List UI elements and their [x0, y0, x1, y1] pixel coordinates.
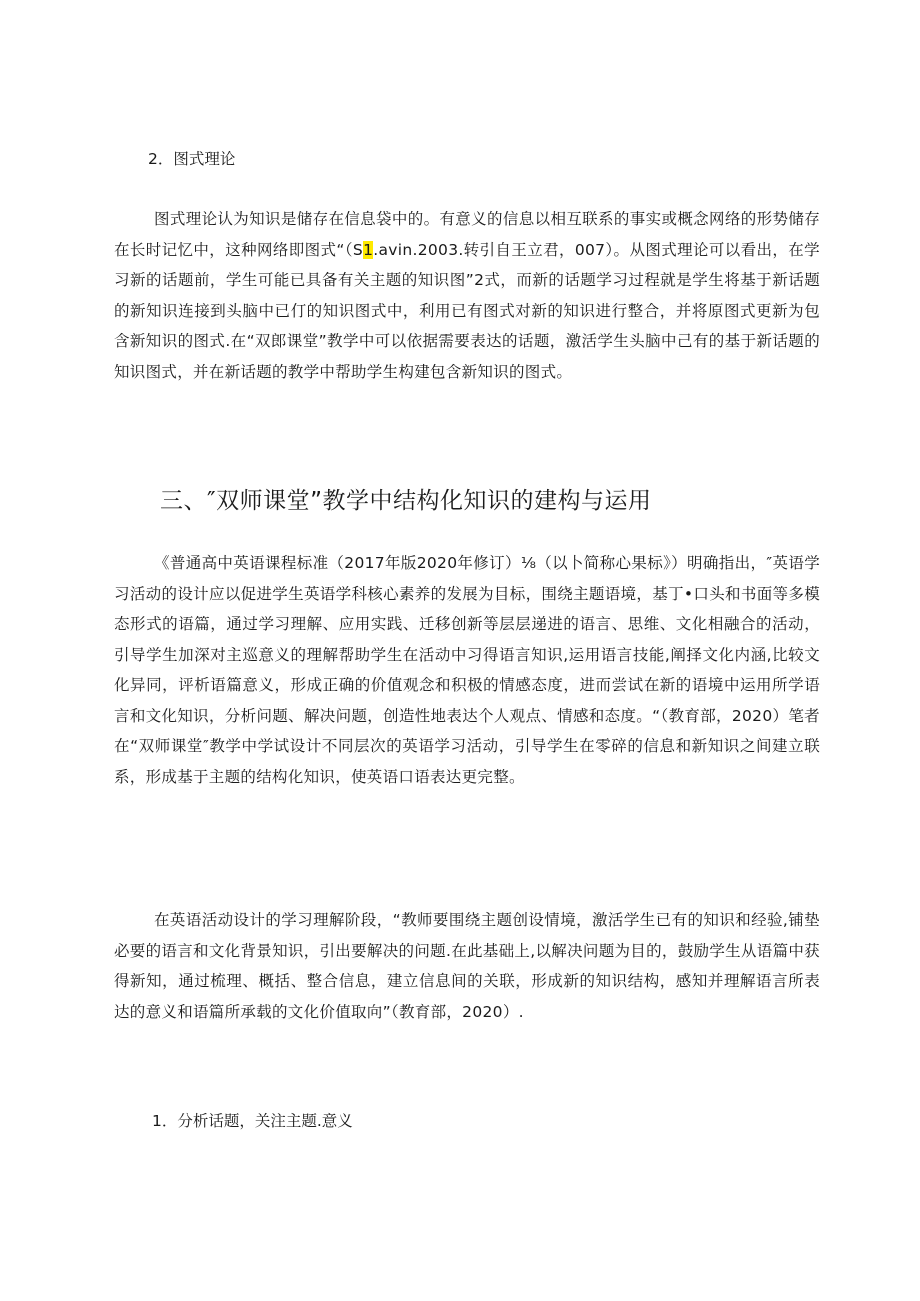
paragraph-curriculum-standard: 《普通高中英语课程标准（2017年版2020年修订）⅛（以卜简称心果标》）明确指出，″英语学习活动的设计应以促进学生英语学科核心素养的发展为目标，围绕主题语境，基丁•口头和书面等多模态形式的语篇，通过学习理解、应用实践、迁移创新等层层递进的语言、思维、文化相融合的活动，引导学生加深对主巡意义的理解帮助学生在活动中习得语言知识,运用语言技能,阐择文化内涵,比较文化异同，评析语篇意义，形成正确的价值观念和积极的情感态度，进而尝试在新的语境中运用所学语言和文化知识，分析问题、解决问题，创造性地表达个人观点、情感和态度。“（教育部，2020）笔者在“双师课堂″教学中学试设计不同层次的英语学习活动，引导学生在零碎的信息和新知识之间建立联系，形成基于主题的结构化知识，使英语口语表达更完整。	[114, 554, 820, 786]
paragraph-schema-theory	[114, 204, 820, 387]
paragraph-learning-understanding: 在英语活动设计的学习理解阶段，“教师要围绕主题创设情境，激活学生已有的知识和经验,铺垫必要的语言和文化背景知识，引出要解决的问题.在此基础上,以解决问题为目的，鼓励学生从语篇中获得新知，通过梳理、概括、整合信息，建立信息间的关联，形成新的知识结构，感知并理解语言所表达的意义和语篇所承载的文化价值取向”（教育部，2020）.	[114, 911, 820, 1021]
paragraph-schema-theory-text-b: .avin.2003.转引自王立君，007）。从图式理论可以看出，在学习新的话题前，学生可能已具备有关主题的知识图”2式，而新的话题学习过程就是学生将基于新话题的新知识连接到头脑中已仃的知识图式中，利用已有图式对新的知识进行整合，并将原图式更新为包含新知识的图式.在“双郎课堂”教学中可以依据需要表达的话题，激活学生头脑中己有的基于新话题的知识图式，并在新话题的教学中帮助学生构建包含新知识的图式。	[114, 240, 820, 381]
paragraph-schema-theory-text-a: 图式理论认为知识是储存在信息袋中的。有意义的信息以相互联系的事实或概念网络的形势储存在长时记忆中，这种网络即图式“（S	[114, 210, 820, 259]
sub-heading-schema-theory: 2．图式理论	[148, 150, 236, 168]
section-heading-three: 三、″双师课堂”教学中结构化知识的建构与运用	[160, 488, 652, 514]
sub-heading-analyze-topic: 1．分析话题，关注主题.意义	[152, 1112, 353, 1130]
highlighted-text: 1	[363, 240, 374, 259]
